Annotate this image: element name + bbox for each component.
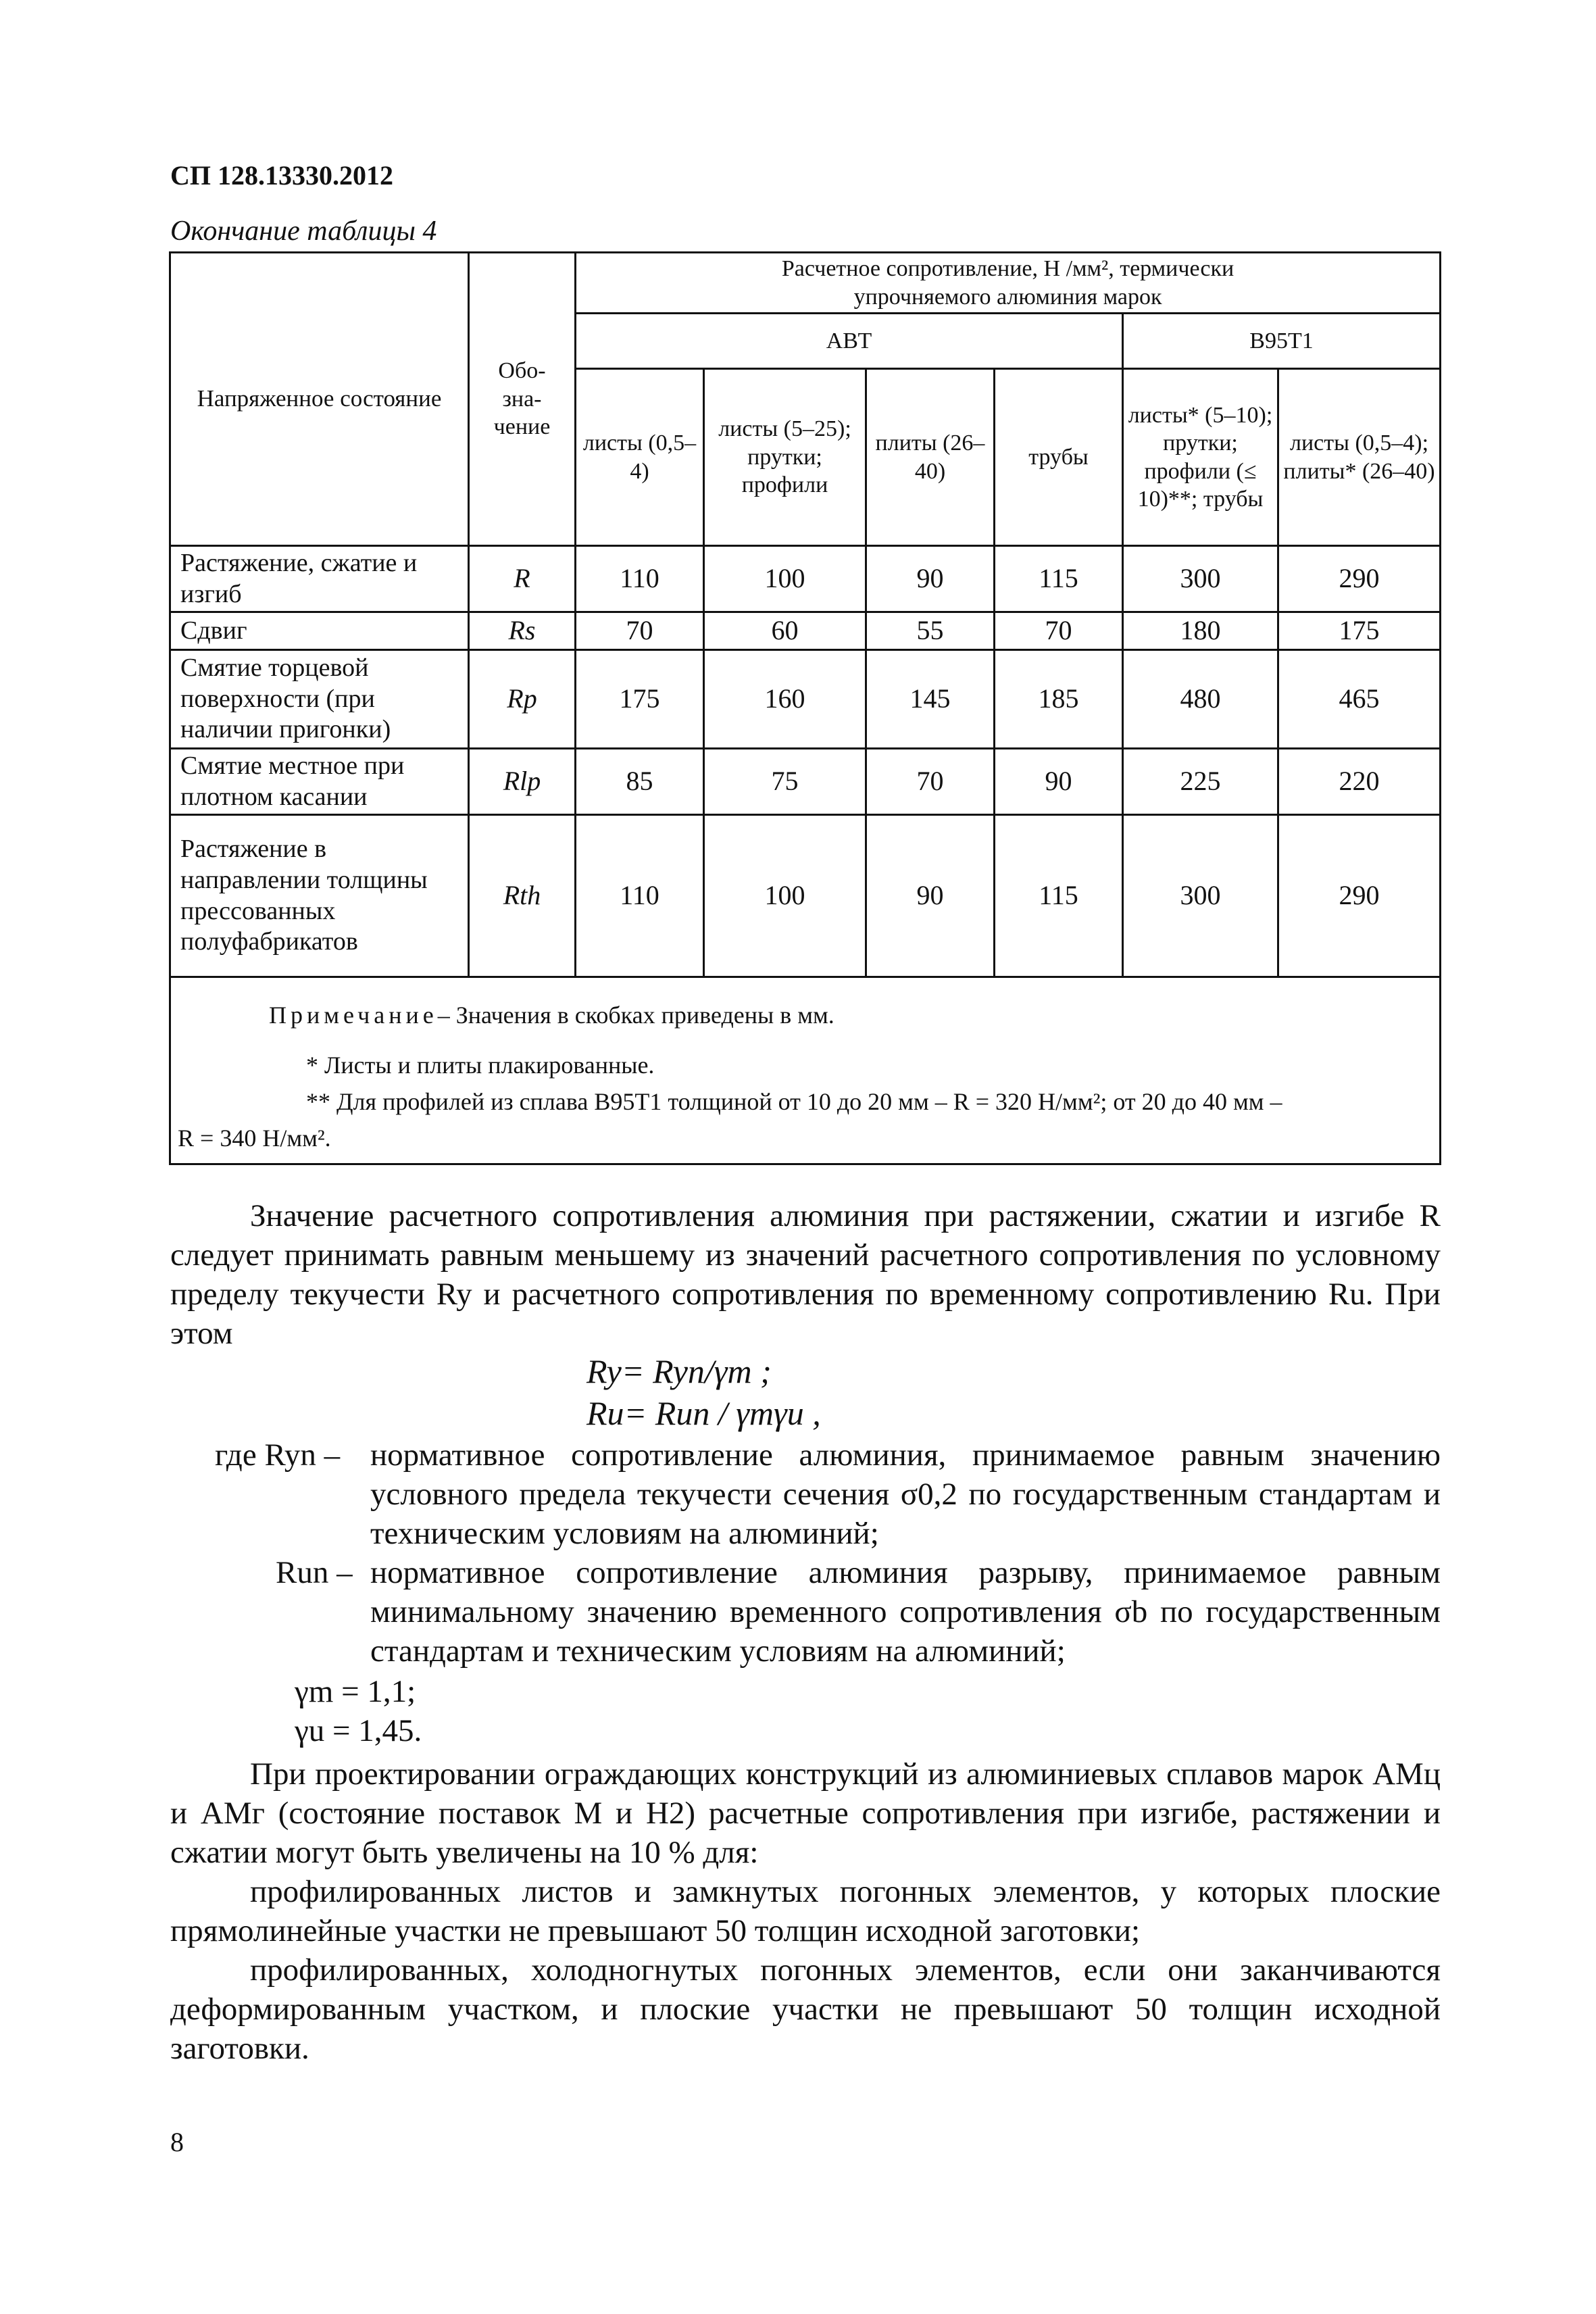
subcol-header: листы (0,5–4); плиты* (26–40) [1278, 369, 1441, 546]
table-row [170, 612, 1441, 650]
row-symbol: Rth [469, 815, 576, 977]
table-notes [170, 977, 1441, 1164]
grade-avt: АВТ [576, 314, 1123, 369]
col-header-state-text: Напряженное состояние [197, 385, 442, 412]
row-value: 115 [995, 546, 1123, 612]
row-value: 180 [1123, 612, 1278, 650]
row-value: 90 [995, 748, 1123, 814]
row-value: 220 [1278, 748, 1441, 814]
row-value: 290 [1278, 546, 1441, 612]
row-value: 480 [1123, 649, 1278, 748]
row-value: 115 [995, 815, 1123, 977]
document-code: СП 128.13330.2012 [170, 160, 393, 191]
subcol-header: плиты (26–40) [866, 369, 995, 546]
definition-1-text: нормативное сопротивление алюминия, принимаемое равным значению условного предела текучести сечения σ0,2 по государственным стандартам и техническим условиям на алюминий; [370, 1437, 1441, 1551]
paragraph-2: При проектировании ограждающих конструкций из алюминиевых сплавов марок АМц и АМг (состояние поставок М и Н2) расчетные сопротивления при изгибе, растяжении и сжатии могут быть увеличены на 10 % для: [170, 1756, 1441, 1870]
paragraph-1-block [170, 1196, 1441, 1353]
definition-2-lead: Run – [276, 1555, 353, 1590]
row-value: 70 [576, 612, 704, 650]
row-value: 55 [866, 612, 995, 650]
row-value: 465 [1278, 649, 1441, 748]
row-state: Растяжение, сжатие и изгиб [170, 546, 469, 612]
row-state: Смятие местное при плотном касании [170, 748, 469, 814]
row-value: 90 [866, 815, 995, 977]
table-caption: Окончание таблицы 4 [170, 216, 437, 247]
row-value: 90 [866, 546, 995, 612]
row-state: Растяжение в направлении толщины прессованных полуфабрикатов [170, 815, 469, 977]
note-line [178, 997, 1432, 1033]
footnote-2: ** Для профилей из сплава В95Т1 толщиной от 10 до 20 мм – R = 320 Н/мм²; от 20 до 40 мм – [306, 1088, 1282, 1116]
note-title: Примечание [269, 1002, 438, 1029]
row-value: 300 [1123, 546, 1278, 612]
subcol-header: трубы [995, 369, 1123, 546]
row-value: 110 [576, 815, 704, 977]
subcol-header: листы* (5–10); прутки; профили (≤ 10)**; трубы [1123, 369, 1278, 546]
row-value: 75 [704, 748, 866, 814]
row-value: 185 [995, 649, 1123, 748]
subcol-header: листы (5–25); прутки; профили [704, 369, 866, 546]
note-text: – Значения в скобках приведены в мм. [437, 1002, 834, 1029]
resistance-table [169, 251, 1441, 1165]
col-header-state [170, 253, 469, 546]
table-row [170, 546, 1441, 612]
row-value: 100 [704, 546, 866, 612]
col-group-title-text: Расчетное сопротивление, Н /мм², термически упрочняемого алюминия марок [781, 256, 1235, 310]
subcol-header: листы (0,5–4) [576, 369, 704, 546]
paragraph-4: профилированных, холодногнутых погонных элементов, если они заканчиваются деформированным участком, и плоские участки не превышают 50 толщин исходной заготовки. [170, 1952, 1441, 2066]
row-value: 110 [576, 546, 704, 612]
row-value: 100 [704, 815, 866, 977]
definition-2-text: нормативное сопротивление алюминия разрыву, принимаемое равным минимальному значению временного сопротивления σb по государственным стандартам и техническим условиям на алюминий; [370, 1555, 1441, 1669]
formula-ru: Ru= Run / γmγu , [587, 1394, 821, 1432]
paragraph-1: Значение расчетного сопротивления алюминия при растяжении, сжатии и изгибе R следует принимать равным меньшему из значений расчетного сопротивления по условному пределу текучести Ry и расчетного сопротивления по временному сопротивлению Ru. При этом [170, 1198, 1441, 1351]
grade-v95t1: В95Т1 [1123, 314, 1441, 369]
row-value: 160 [704, 649, 866, 748]
row-value: 85 [576, 748, 704, 814]
table-row [170, 748, 1441, 814]
row-symbol: Rlp [469, 748, 576, 814]
row-value: 70 [866, 748, 995, 814]
row-value: 70 [995, 612, 1123, 650]
row-symbol: Rs [469, 612, 576, 650]
row-symbol: R [469, 546, 576, 612]
table-row [170, 815, 1441, 977]
row-value: 60 [704, 612, 866, 650]
row-state: Сдвиг [170, 612, 469, 650]
col-header-symbol [469, 253, 576, 546]
col-group-title [576, 253, 1441, 314]
footnote-1: * Листы и плиты плакированные. [306, 1052, 655, 1079]
paragraph-3: профилированных листов и замкнутых погонных элементов, у которых плоские прямолинейные участки не превышают 50 толщин исходной заготовки; [170, 1874, 1441, 1948]
footnote-2-continued: R = 340 Н/мм². [178, 1125, 331, 1152]
row-symbol: Rp [469, 649, 576, 748]
table-row [170, 649, 1441, 748]
row-value: 175 [576, 649, 704, 748]
row-value: 300 [1123, 815, 1278, 977]
row-value: 290 [1278, 815, 1441, 977]
row-state: Смятие торцевой поверхности (при наличии пригонки) [170, 649, 469, 748]
col-header-symbol-text: Обо-зна-чение [493, 358, 551, 440]
row-value: 175 [1278, 612, 1441, 650]
page-number: 8 [170, 2127, 184, 2157]
row-value: 225 [1123, 748, 1278, 814]
paragraphs-block [170, 1754, 1441, 2068]
gamma-u: γu = 1,45. [295, 1713, 422, 1748]
row-value: 145 [866, 649, 995, 748]
definition-1-lead: где Ryn – [215, 1437, 341, 1473]
formula-ry: Ry= Ryn/γm ; [587, 1352, 772, 1390]
gamma-m: γm = 1,1; [295, 1674, 416, 1709]
